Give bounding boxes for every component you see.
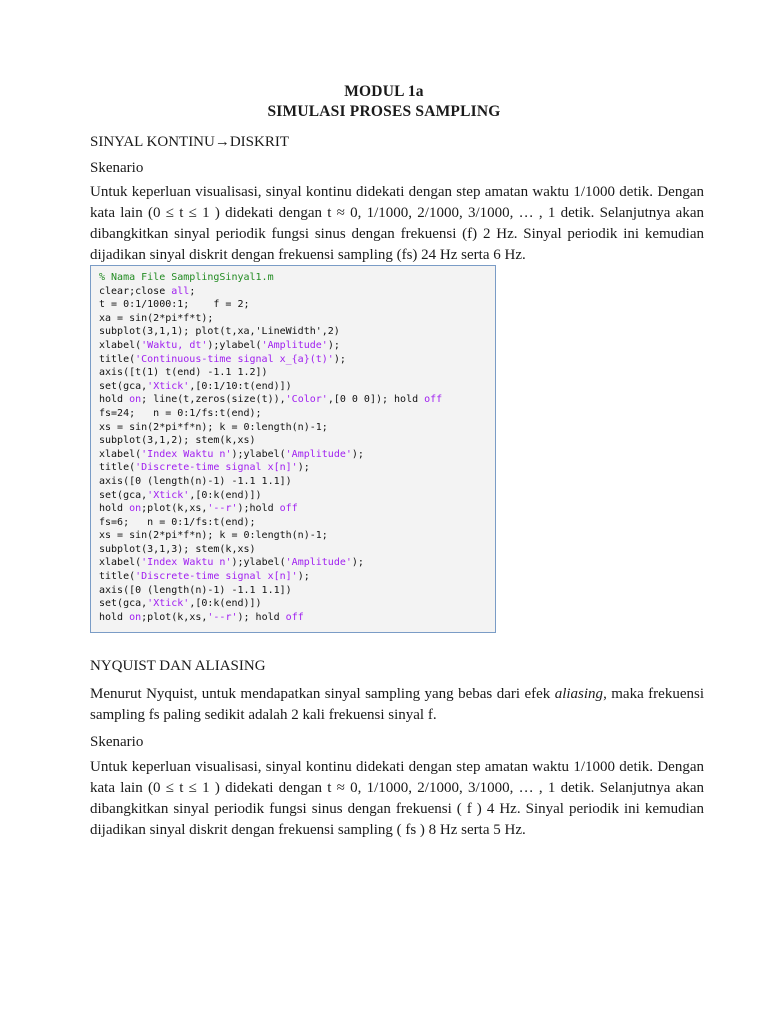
code-line: t = 0:1/1000:1; f = 2;: [99, 299, 250, 311]
code-line: fs=24; n = 0:1/fs:t(end);: [99, 407, 262, 419]
code-line: set(gca,'Xtick',[0:1/10:t(end)]): [99, 380, 292, 392]
code-line: subplot(3,1,1); plot(t,xa,'LineWidth',2): [99, 326, 340, 338]
paragraph-line: Untuk keperluan visualisasi, sinyal kontinu didekati dengan step amatan waktu 1/1000 detik. Dengan: [90, 759, 704, 775]
code-line: hold on;plot(k,xs,'--r');hold off: [99, 503, 298, 515]
code-line: set(gca,'Xtick',[0:k(end)]): [99, 489, 262, 501]
code-line: xa = sin(2*pi*f*t);: [99, 312, 214, 324]
module-subtitle: SIMULASI PROSES SAMPLING: [267, 103, 501, 120]
code-line: subplot(3,1,2); stem(k,xs): [99, 435, 256, 447]
code-line: axis([0 (length(n)-1) -1.1 1.1]): [99, 584, 292, 596]
code-line: xs = sin(2*pi*f*n); k = 0:length(n)-1;: [99, 530, 328, 542]
paragraph-line: kata lain (0 ≤ t ≤ 1 ) didekati dengan t ≈ 0, 1/1000, 2/1000, 3/1000, … , 1 detik. Selanjutnya akan: [90, 780, 704, 796]
code-line: xlabel('Index Waktu n');ylabel('Amplitude');: [99, 557, 364, 569]
scenario-paragraph-1: [90, 182, 704, 266]
code-line: fs=6; n = 0:1/fs:t(end);: [99, 516, 256, 528]
code-line: clear;close all;: [99, 285, 196, 297]
code-line: subplot(3,1,3); stem(k,xs): [99, 543, 256, 555]
code-line: xs = sin(2*pi*f*n); k = 0:length(n)-1;: [99, 421, 328, 433]
nyquist-intro-paragraph: [90, 684, 704, 726]
code-line: hold on;plot(k,xs,'--r'); hold off: [99, 611, 304, 623]
code-line: % Nama File SamplingSinyal1.m: [99, 272, 274, 283]
code-line: xlabel('Waktu, dt');ylabel('Amplitude');: [99, 339, 340, 351]
paragraph-line: dibangkitkan sinyal periodik fungsi sinus dengan frekuensi (f) 2 Hz. Sinyal periodik ini kemudian: [90, 226, 704, 242]
code-line: title('Discrete-time signal x[n]');: [99, 462, 310, 474]
section-subheading-scenario: Skenario: [90, 160, 144, 176]
scenario-paragraph-2: [90, 757, 704, 841]
code-line: xlabel('Index Waktu n');ylabel('Amplitude');: [99, 448, 364, 460]
code-line: axis([t(1) t(end) -1.1 1.2]): [99, 367, 268, 379]
code-line: axis([0 (length(n)-1) -1.1 1.1]): [99, 475, 292, 487]
code-line: title('Discrete-time signal x[n]');: [99, 571, 310, 583]
code-line: hold on; line(t,zeros(size(t)),'Color',[0 0 0]); hold off: [99, 394, 443, 406]
paragraph-line: kata lain (0 ≤ t ≤ 1 ) didekati dengan t ≈ 0, 1/1000, 2/1000, 3/1000, … , 1 detik. Selanjutnya akan: [90, 205, 704, 221]
code-line: set(gca,'Xtick',[0:k(end)]): [99, 598, 262, 610]
paragraph-line: Untuk keperluan visualisasi, sinyal kontinu didekati dengan step amatan waktu 1/1000 detik. Dengan: [90, 184, 704, 200]
paragraph-line: sampling fs paling sedikit adalah 2 kali frekuensi sinyal f.: [90, 707, 437, 723]
section-heading-nyquist-aliasing: NYQUIST DAN ALIASING: [90, 658, 266, 674]
matlab-code-listing: [90, 265, 496, 633]
section-subheading-scenario: Skenario: [90, 734, 144, 750]
paragraph-line: Menurut Nyquist, untuk mendapatkan sinyal sampling yang bebas dari efek aliasing, maka frekuensi: [90, 686, 704, 702]
module-title: MODUL 1a: [344, 83, 424, 100]
paragraph-line: dijadikan sinyal diskrit dengan frekuensi sampling (fs) 24 Hz serta 6 Hz.: [90, 247, 526, 263]
paragraph-line: dijadikan sinyal diskrit dengan frekuensi sampling ( fs ) 8 Hz serta 5 Hz.: [90, 822, 526, 838]
paragraph-line: dibangkitkan sinyal periodik fungsi sinus dengan frekuensi ( f ) 4 Hz. Sinyal periodik ini kemudian: [90, 801, 704, 817]
code-line: title('Continuous-time signal x_{a}(t)');: [99, 353, 346, 365]
section-heading-continuous-discrete: SINYAL KONTINU→DISKRIT: [90, 134, 290, 150]
